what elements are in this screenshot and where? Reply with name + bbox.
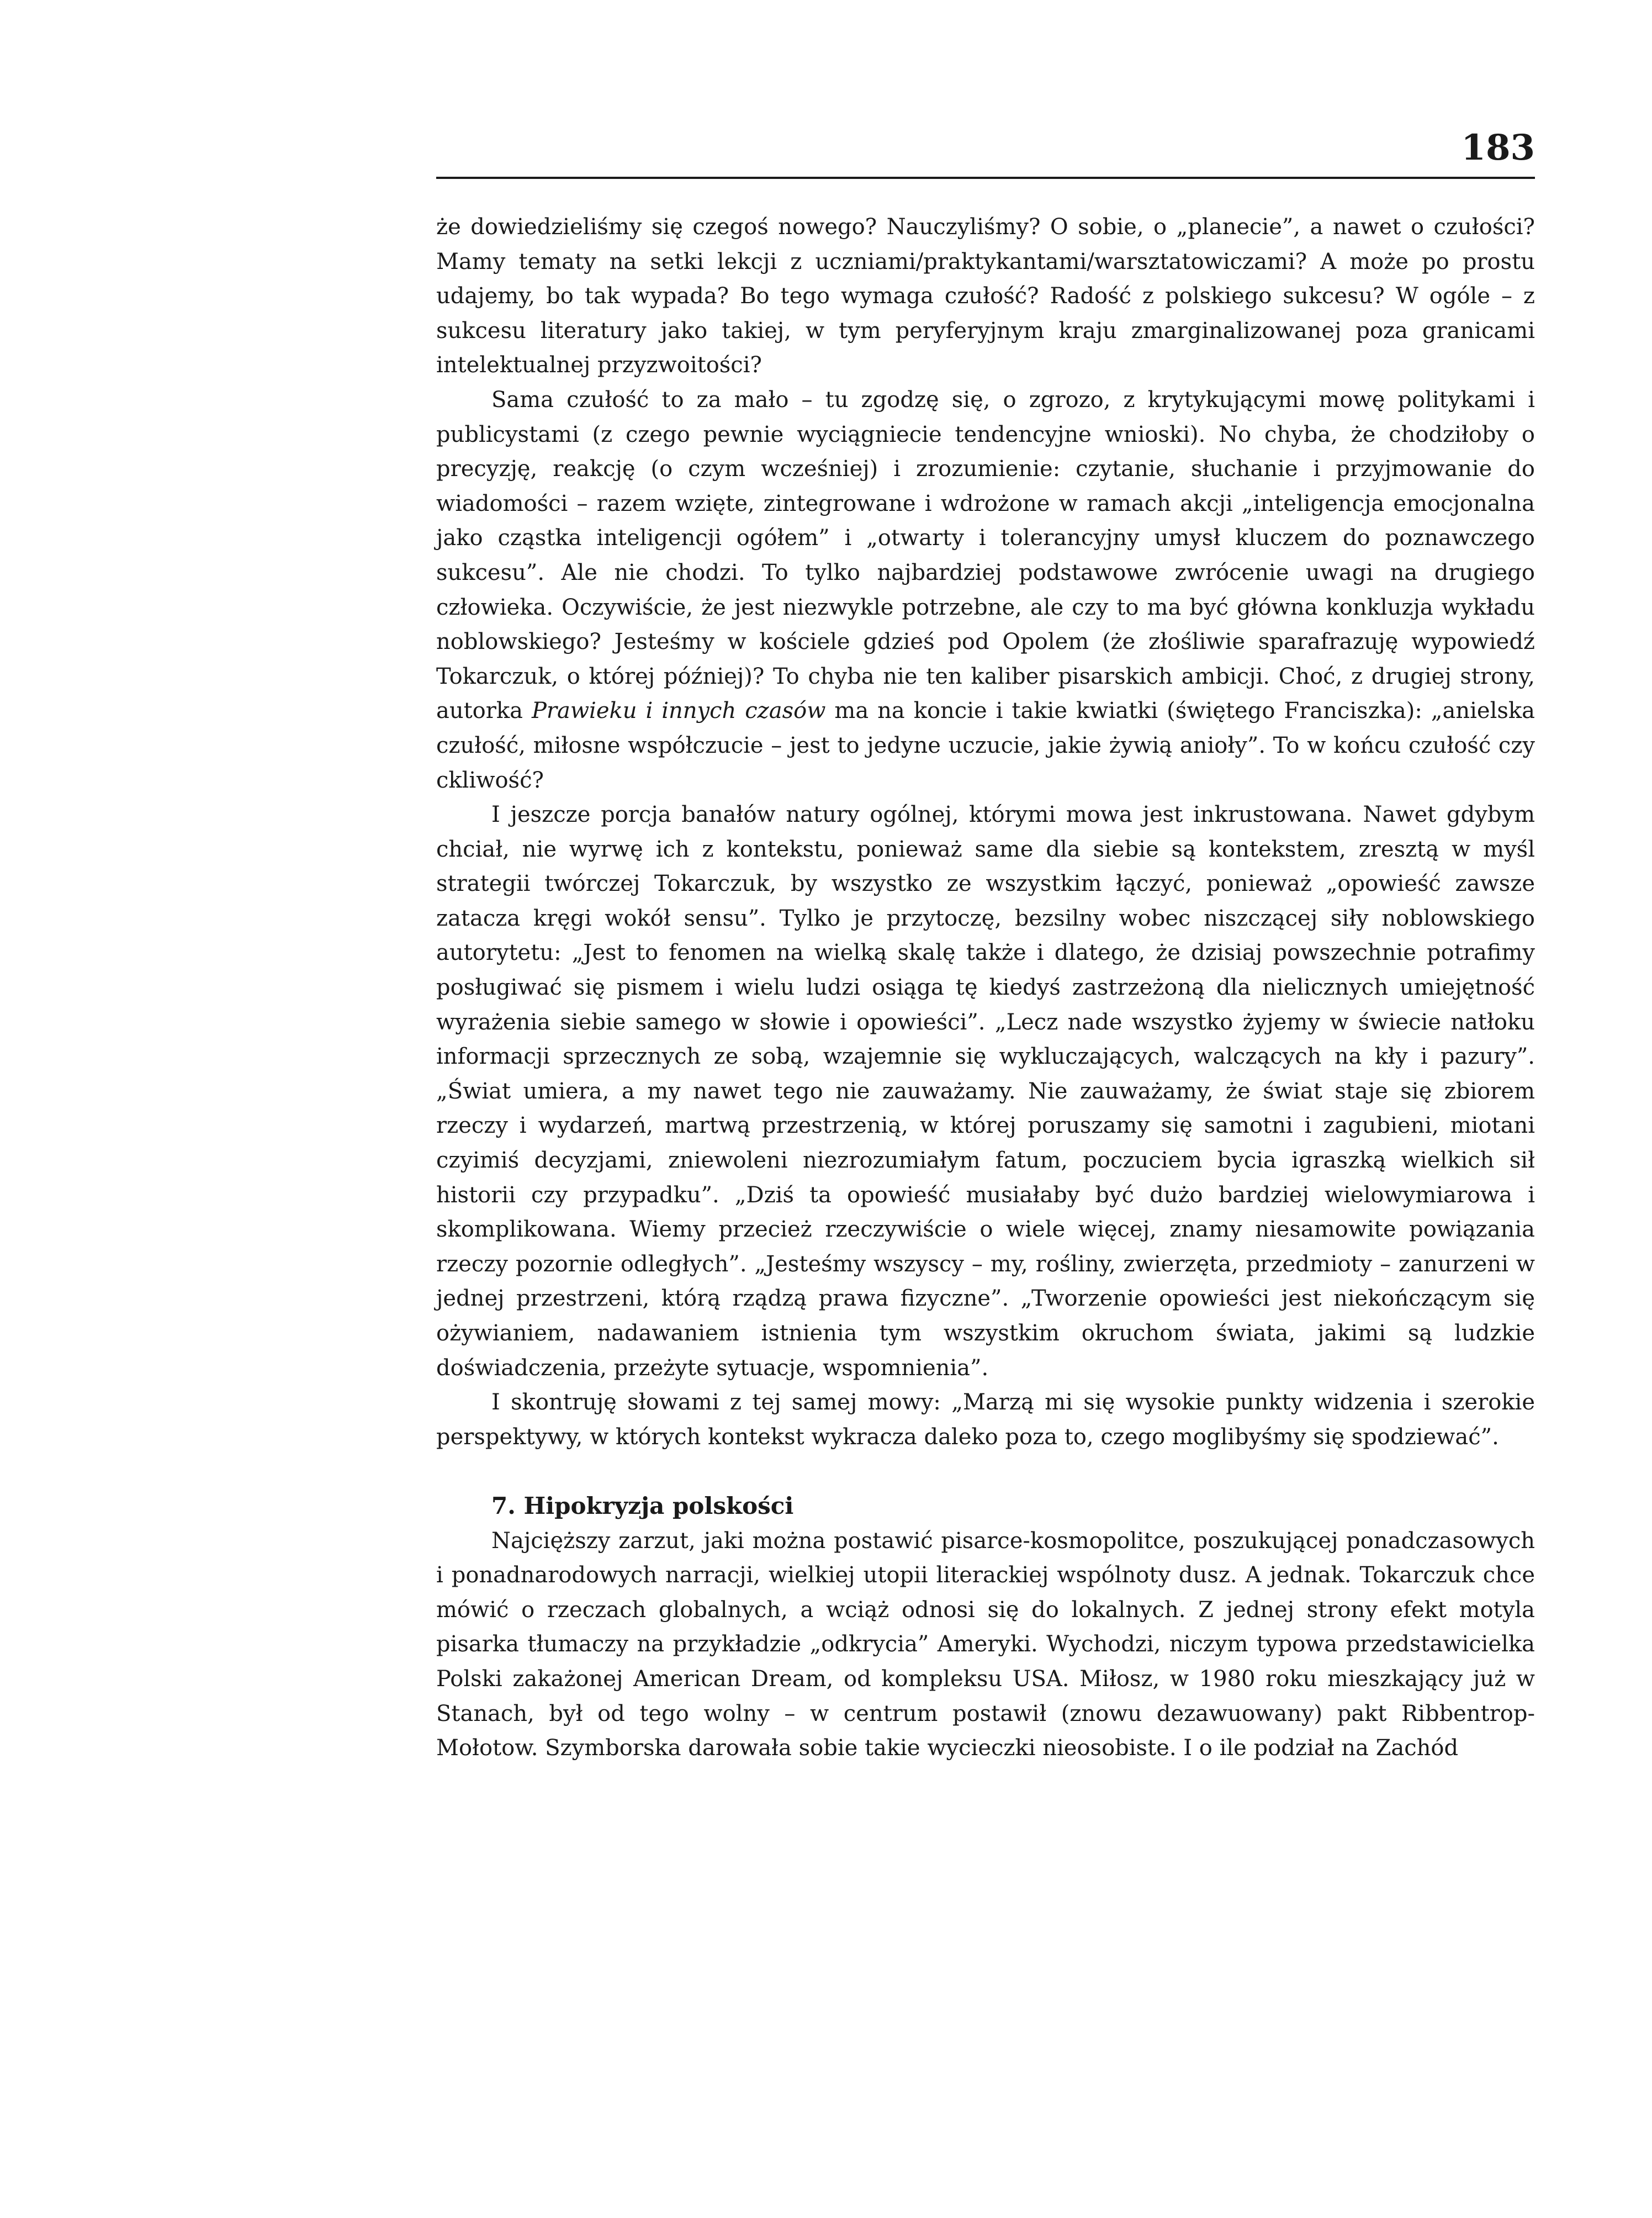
paragraph-2 xyxy=(436,383,1535,798)
section-spacer xyxy=(436,1454,1535,1489)
paragraph-4: I skontruję słowami z tej samej mowy: „Marzą mi się wysokie punkty widzenia i szerokie perspektywy, w których kontekst wykracza daleko poza to, czego moglibyśmy się spodziewać”. xyxy=(436,1390,1535,1450)
paragraph-1: że dowiedzieliśmy się czegoś nowego? Nauczyliśmy? O sobie, o „planecie”, a nawet o czułości? Mamy tematy na setki lekcji z uczniami/praktykantami/warsztatowiczami? A może po prostu udajemy, bo tak wypada? Bo tego wymaga czułość? Radość z polskiego sukcesu? W ogóle – z sukcesu literatury jako takiej, w tym peryferyjnym kraju zmarginalizowanej poza granicami intelektualnej przyzwoitości? xyxy=(436,214,1535,378)
section-heading: 7. Hipokryzja polskości xyxy=(491,1492,794,1519)
page-number: 183 xyxy=(1461,127,1535,168)
paragraph-5: Najcięższy zarzut, jaki można postawić pisarce-kosmopolitce, poszukującej ponadczasowych i ponadnarodowych narracji, wielkiej utopii literackiej wspólnoty dusz. A jednak. Tokarczuk chce mówić o rzeczach globalnych, a wciąż odnosi się do lokalnych. Z jednej strony efekt motyla pisarka tłumaczy na przykładzie „odkrycia” Ameryki. Wychodzi, niczym typowa przedstawicielka Polski zakażonej American Dream, od kompleksu USA. Miłosz, w 1980 roku mieszkający już w Stanach, był od tego wolny – w centrum postawił (znowu dezawuowany) pakt Ribbentrop-Mołotow. Szymborska darowała sobie takie wycieczki nieosobiste. I o ile podział na Zachód xyxy=(436,1528,1535,1761)
paragraph-2-part-b: ma na koncie i takie kwiatki (świętego Franciszka): „anielska czułość, miłosne współczucie – jest to jedyne uczucie, jakie żywią anioły”. To w końcu czułość czy ckliwość? xyxy=(436,698,1535,793)
book-title: Prawieku i innych czasów xyxy=(531,698,826,724)
header-rule xyxy=(436,177,1535,179)
paragraph-2-part-a: Sama czułość to za mało – tu zgodzę się, o zgrozo, z krytykującymi mowę politykami i publicystami (z czego pewnie wyciągniecie tendencyjne wnioski). No chyba, że chodziłoby o precyzję, reakcję (o czym wcześniej) i zrozumienie: czytanie, słuchanie i przyjmowanie do wiadomości – razem wzięte, zintegrowane i wdrożone w ramach akcji „inteligencja emocjonalna jako cząstka inteligencji ogółem” i „otwarty i tolerancyjny umysł kluczem do poznawczego sukcesu”. Ale nie chodzi. To tylko najbardziej podstawowe zwrócenie uwagi na drugiego człowieka. Oczywiście, że jest niezwykle potrzebne, ale czy to ma być główna konkluzja wykładu noblowskiego? Jesteśmy w kościele gdzieś pod Opolem (że złośliwie sparafrazuję wypowiedź Tokarczuk, o której później)? To chyba nie ten kaliber pisarskich ambicji. Choć, z drugiej strony, autorka xyxy=(436,387,1535,724)
body-text xyxy=(436,210,1535,1766)
paragraph-3: I jeszcze porcja banałów natury ogólnej, którymi mowa jest inkrustowana. Nawet gdybym chciał, nie wyrwę ich z kontekstu, ponieważ same dla siebie są kontekstem, zresztą w myśl strategii twórczej Tokarczuk, by wszystko ze wszystkim łączyć, ponieważ „opowieść zawsze zatacza kręgi wokół sensu”. Tylko je przytoczę, bezsilny wobec niszczącej siły noblowskiego autorytetu: „Jest to fenomen na wielką skalę także i dlatego, że dzisiaj powszechnie potrafimy posługiwać się pismem i wielu ludzi osiąga tę kiedyś zastrzeżoną dla nielicznych umiejętność wyrażenia siebie samego w słowie i opowieści”. „Lecz nade wszystko żyjemy w świecie natłoku informacji sprzecznych ze sobą, wzajemnie się wykluczających, walczących na kły i pazury”. „Świat umiera, a my nawet tego nie zauważamy. Nie zauważamy, że świat staje się zbiorem rzeczy i wydarzeń, martwą przestrzenią, w której poruszamy się samotni i zagubieni, miotani czyimiś decyzjami, zniewoleni niezrozumiałym fatum, poczuciem bycia igraszką wielkich sił historii czy przypadku”. „Dziś ta opowieść musiałaby być dużo bardziej wielowymiarowa i skomplikowana. Wiemy przecież rzeczywiście o wiele więcej, znamy niesamowite powiązania rzeczy pozornie odległych”. „Jesteśmy wszyscy – my, rośliny, zwierzęta, przedmioty – zanurzeni w jednej przestrzeni, którą rządzą prawa fizyczne”. „Tworzenie opowieści jest niekończącym się ożywianiem, nadawaniem istnienia tym wszystkim okruchom świata, jakimi są ludzkie doświadczenia, przeżyte sytuacje, wspomnienia”. xyxy=(436,802,1535,1381)
